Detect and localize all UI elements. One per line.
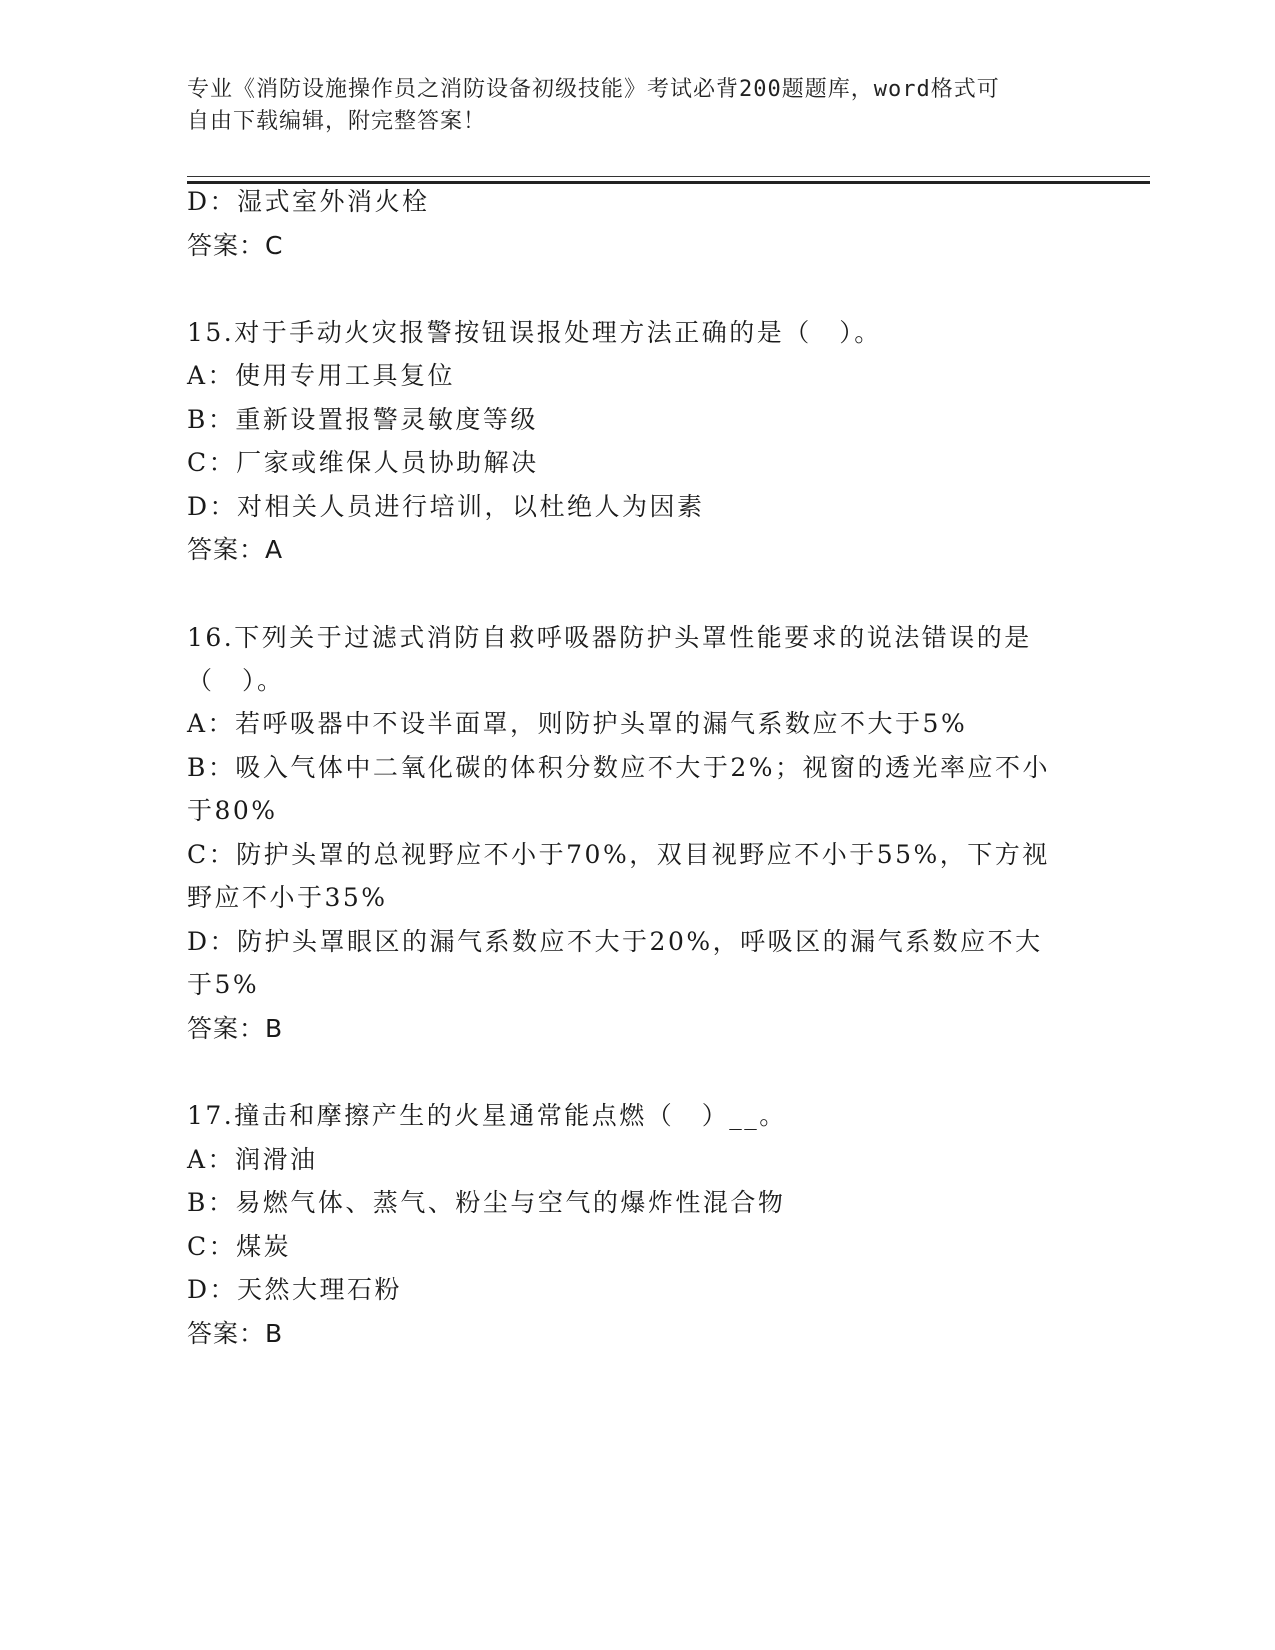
q16-option-b-line-1: B：吸入气体中二氧化碳的体积分数应不大于2%；视窗的透光率应不小: [187, 753, 1051, 782]
q16-stem-line-1: 16.下列关于过滤式消防自救呼吸器防护头罩性能要求的说法错误的是: [187, 623, 1032, 652]
q17-option-b: B：易燃气体、蒸气、粉尘与空气的爆炸性混合物: [187, 1188, 786, 1217]
q17-answer: 答案：B: [187, 1319, 284, 1348]
q15-option-b: B：重新设置报警灵敏度等级: [187, 405, 538, 434]
header-line-2: 自由下载编辑，附完整答案！: [187, 109, 487, 134]
q17-option-a: A：润滑油: [187, 1145, 318, 1174]
q16-option-b-line-2: 于80%: [187, 796, 278, 825]
prev-answer: 答案：C: [187, 231, 284, 260]
q17-option-c: C：煤炭: [187, 1232, 292, 1261]
q16-stem-line-2: （ ）。: [187, 666, 285, 695]
q16-option-c-line-2: 野应不小于35%: [187, 883, 388, 912]
q16-answer: 答案：B: [187, 1014, 284, 1043]
q17-stem-line-1: 17.撞击和摩擦产生的火星通常能点燃（ ）__。: [187, 1101, 787, 1130]
prev-option-d: D：湿式室外消火栓: [187, 187, 430, 216]
q15-answer: 答案：A: [187, 535, 284, 564]
q15-stem-line-1: 15.对于手动火灾报警按钮误报处理方法正确的是（ ）。: [187, 318, 882, 347]
document-header: [187, 74, 1067, 138]
q16-option-d-line-2: 于5%: [187, 970, 260, 999]
header-divider-thick: [187, 181, 1150, 184]
header-divider-thin: [187, 176, 1150, 177]
q16-option-c-line-1: C：防护头罩的总视野应不小于70%，双目视野应不小于55%，下方视: [187, 840, 1050, 869]
q15-option-c: C：厂家或维保人员协助解决: [187, 448, 539, 477]
q15-option-d: D：对相关人员进行培训，以杜绝人为因素: [187, 492, 705, 521]
q16-option-d-line-1: D：防护头罩眼区的漏气系数应不大于20%，呼吸区的漏气系数应不大: [187, 927, 1043, 956]
q17-option-d: D：天然大理石粉: [187, 1275, 403, 1304]
q16-option-a: A：若呼吸器中不设半面罩，则防护头罩的漏气系数应不大于5%: [187, 709, 968, 738]
q15-option-a: A：使用专用工具复位: [187, 361, 456, 390]
header-line-1: 专业《消防设施操作员之消防设备初级技能》考试必背200题题库，word格式可: [187, 77, 1000, 102]
